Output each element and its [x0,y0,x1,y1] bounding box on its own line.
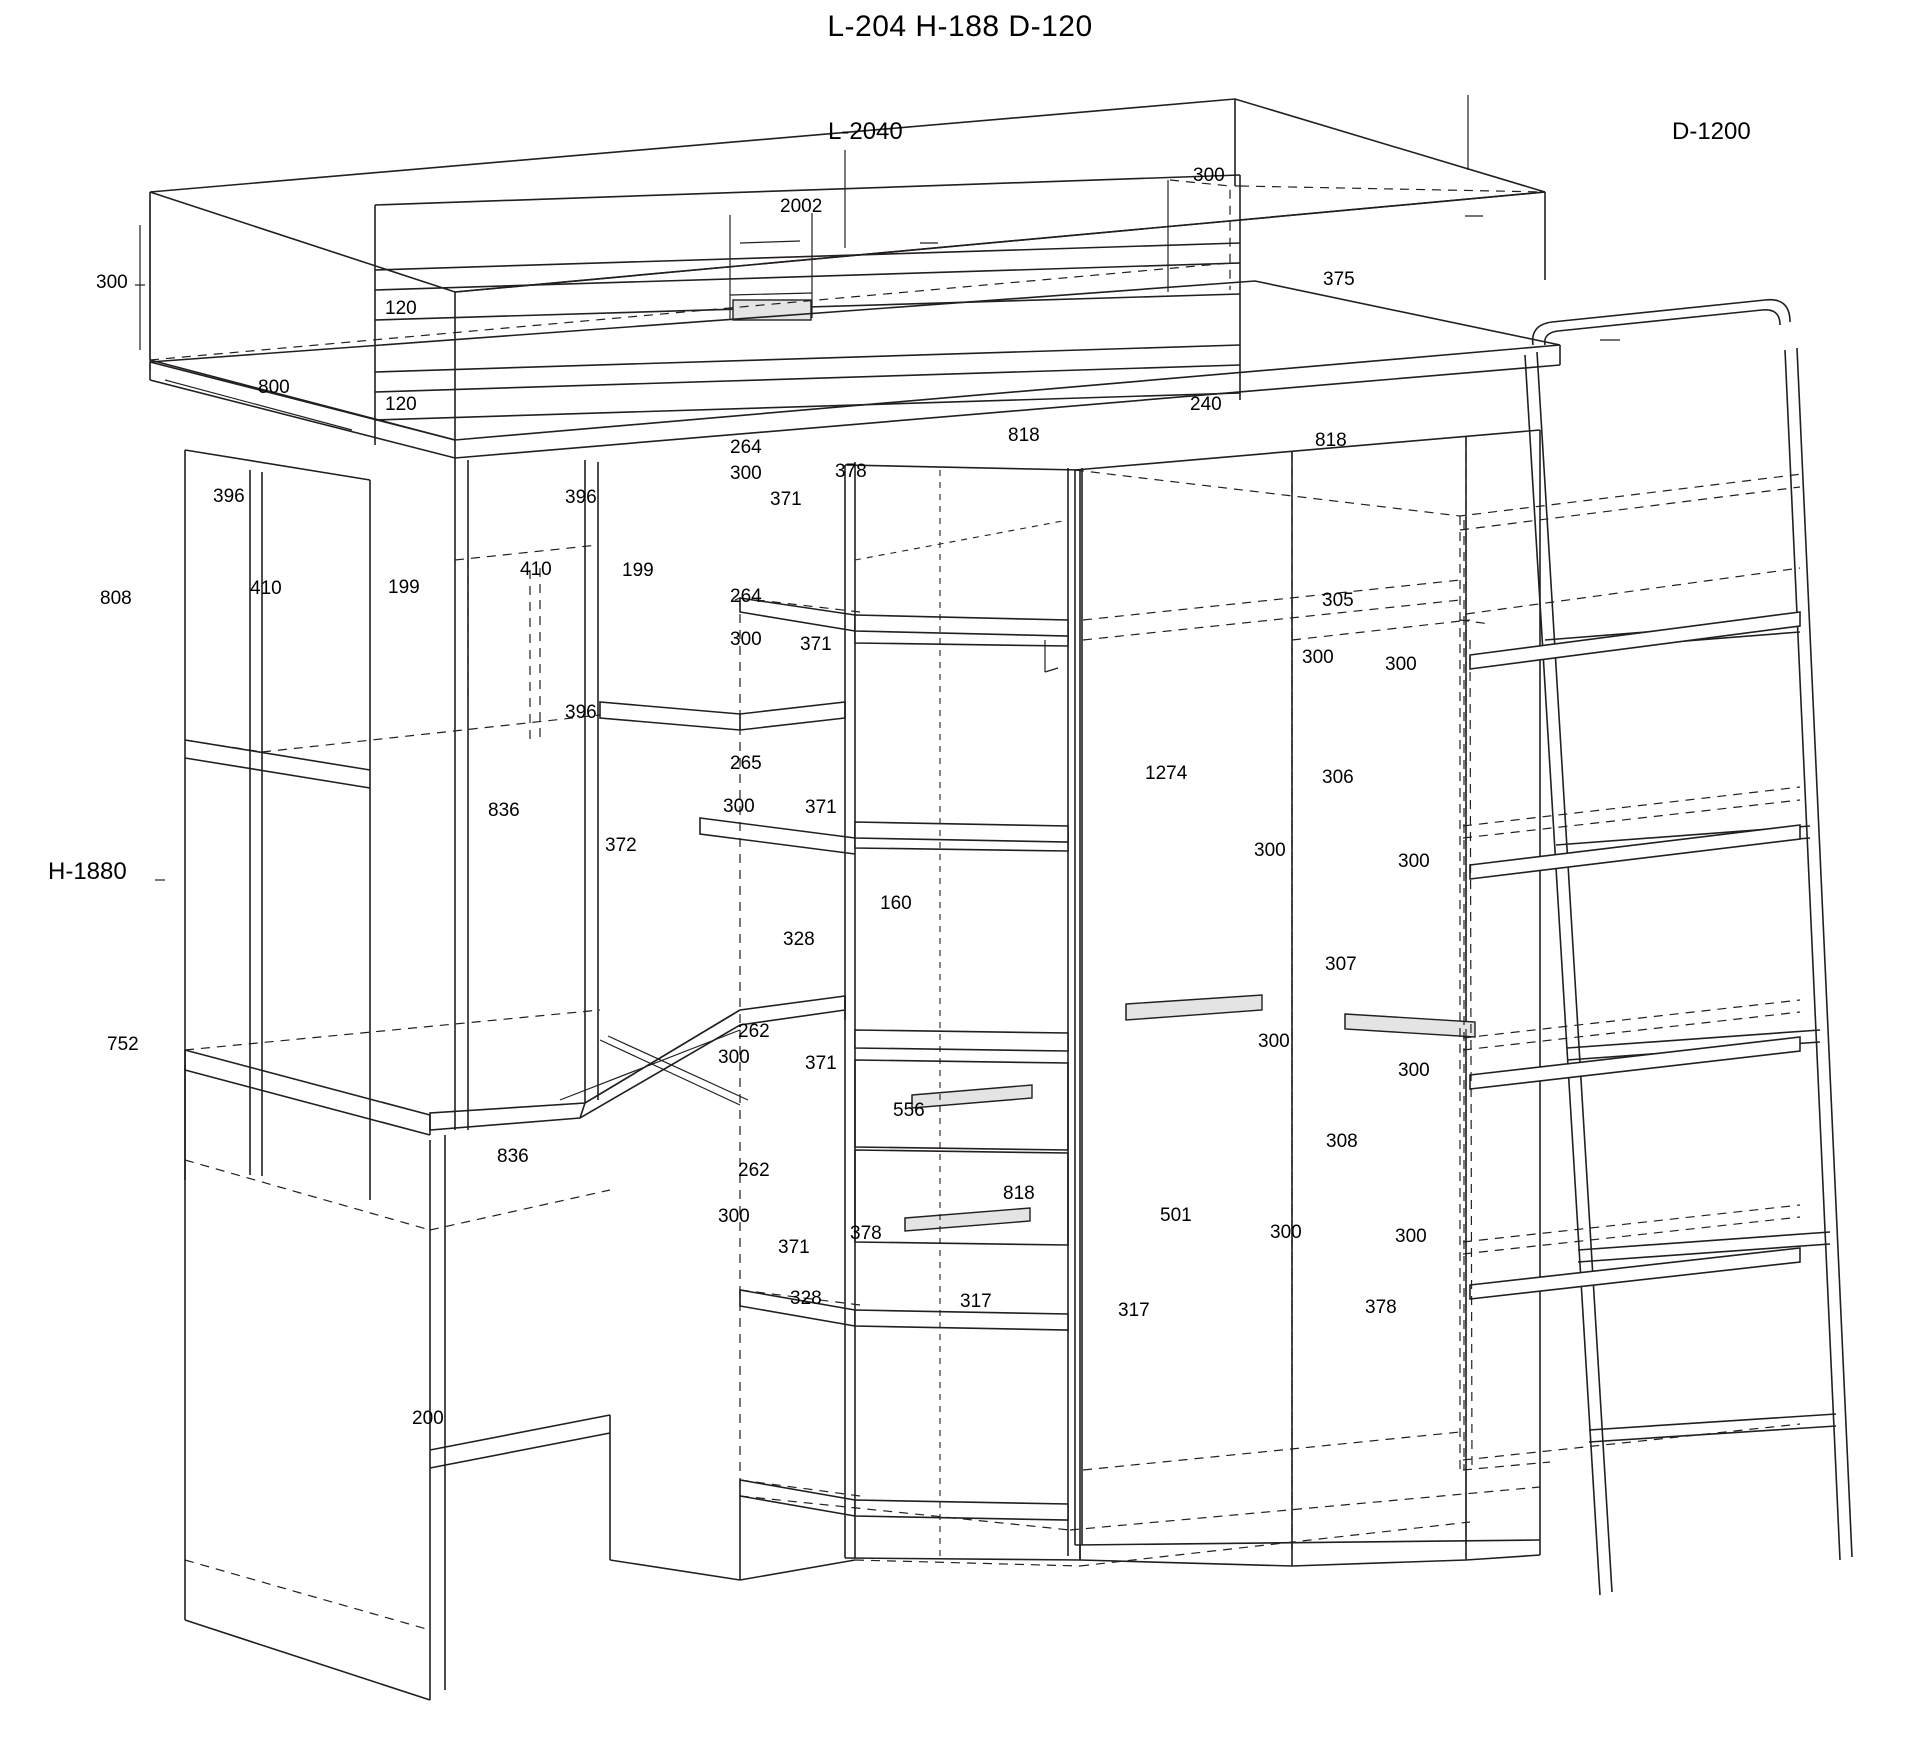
dimension-label: 375 [1323,269,1355,290]
dimension-label: 200 [412,1408,444,1429]
dimension-label: 752 [107,1034,139,1055]
dimension-label: 300 [1395,1226,1427,1247]
dimension-label: 199 [388,577,420,598]
dimension-label: 300 [1398,851,1430,872]
dimension-label: 317 [960,1291,992,1312]
dimension-label: 818 [1008,425,1040,446]
dimension-label: 160 [880,893,912,914]
dimension-label: 396 [213,486,245,507]
dimension-label: 300 [730,463,762,484]
dimension-label: 378 [1365,1297,1397,1318]
page-title: L-204 H-188 D-120 [827,10,1093,43]
dimension-label: 300 [96,272,128,293]
dimension-label: 264 [730,437,762,458]
dimension-label: 300 [1398,1060,1430,1081]
dimension-label: 120 [385,394,417,415]
dimension-label: 306 [1322,767,1354,788]
dimension-label: 300 [723,796,755,817]
dimension-label: 556 [893,1100,925,1121]
dimension-label: 262 [738,1160,770,1181]
dim-height-overall: H-1880 [48,858,127,885]
dimension-label: 328 [790,1288,822,1309]
dimension-label: 818 [1315,430,1347,451]
dimension-label: 328 [783,929,815,950]
dimension-label: 371 [805,797,837,818]
dimension-label: 836 [488,800,520,821]
dimension-label: 265 [730,753,762,774]
dimension-label: 300 [1270,1222,1302,1243]
dimension-label: 2002 [780,196,823,217]
dimension-label: 240 [1190,394,1222,415]
dimension-label: 307 [1325,954,1357,975]
dim-depth-overall: D-1200 [1672,118,1751,145]
dimension-label: 410 [250,578,282,599]
dimension-label: 396 [565,702,597,723]
dimension-label: 300 [1254,840,1286,861]
dimension-label: 371 [800,634,832,655]
dimension-label: 501 [1160,1205,1192,1226]
dimension-label: 836 [497,1146,529,1167]
dimension-label: 300 [1193,165,1225,186]
dimension-label: 1274 [1145,763,1188,784]
dimension-label: 308 [1326,1131,1358,1152]
dimension-label: 371 [770,489,802,510]
dimension-label: 371 [805,1053,837,1074]
dimension-label: 300 [730,629,762,650]
dimension-label: 300 [718,1206,750,1227]
dimension-label: 305 [1322,590,1354,611]
dimension-label: 808 [100,588,132,609]
dimension-label: 300 [1302,647,1334,668]
dimension-label: 300 [1385,654,1417,675]
dim-length-overall: L-2040 [828,118,903,145]
dimension-label: 396 [565,487,597,508]
dimension-label: 264 [730,586,762,607]
dimension-label: 199 [622,560,654,581]
dimension-label: 371 [778,1237,810,1258]
dimension-label: 262 [738,1021,770,1042]
dimension-label: 800 [258,377,290,398]
dimension-label: 818 [1003,1183,1035,1204]
dimension-label: 300 [1258,1031,1290,1052]
dimension-label: 372 [605,835,637,856]
dimension-label: 317 [1118,1300,1150,1321]
dimension-label: 120 [385,298,417,319]
dimension-label: 410 [520,559,552,580]
dimension-label: 378 [835,461,867,482]
dimension-label: 378 [850,1223,882,1244]
dimension-label: 300 [718,1047,750,1068]
